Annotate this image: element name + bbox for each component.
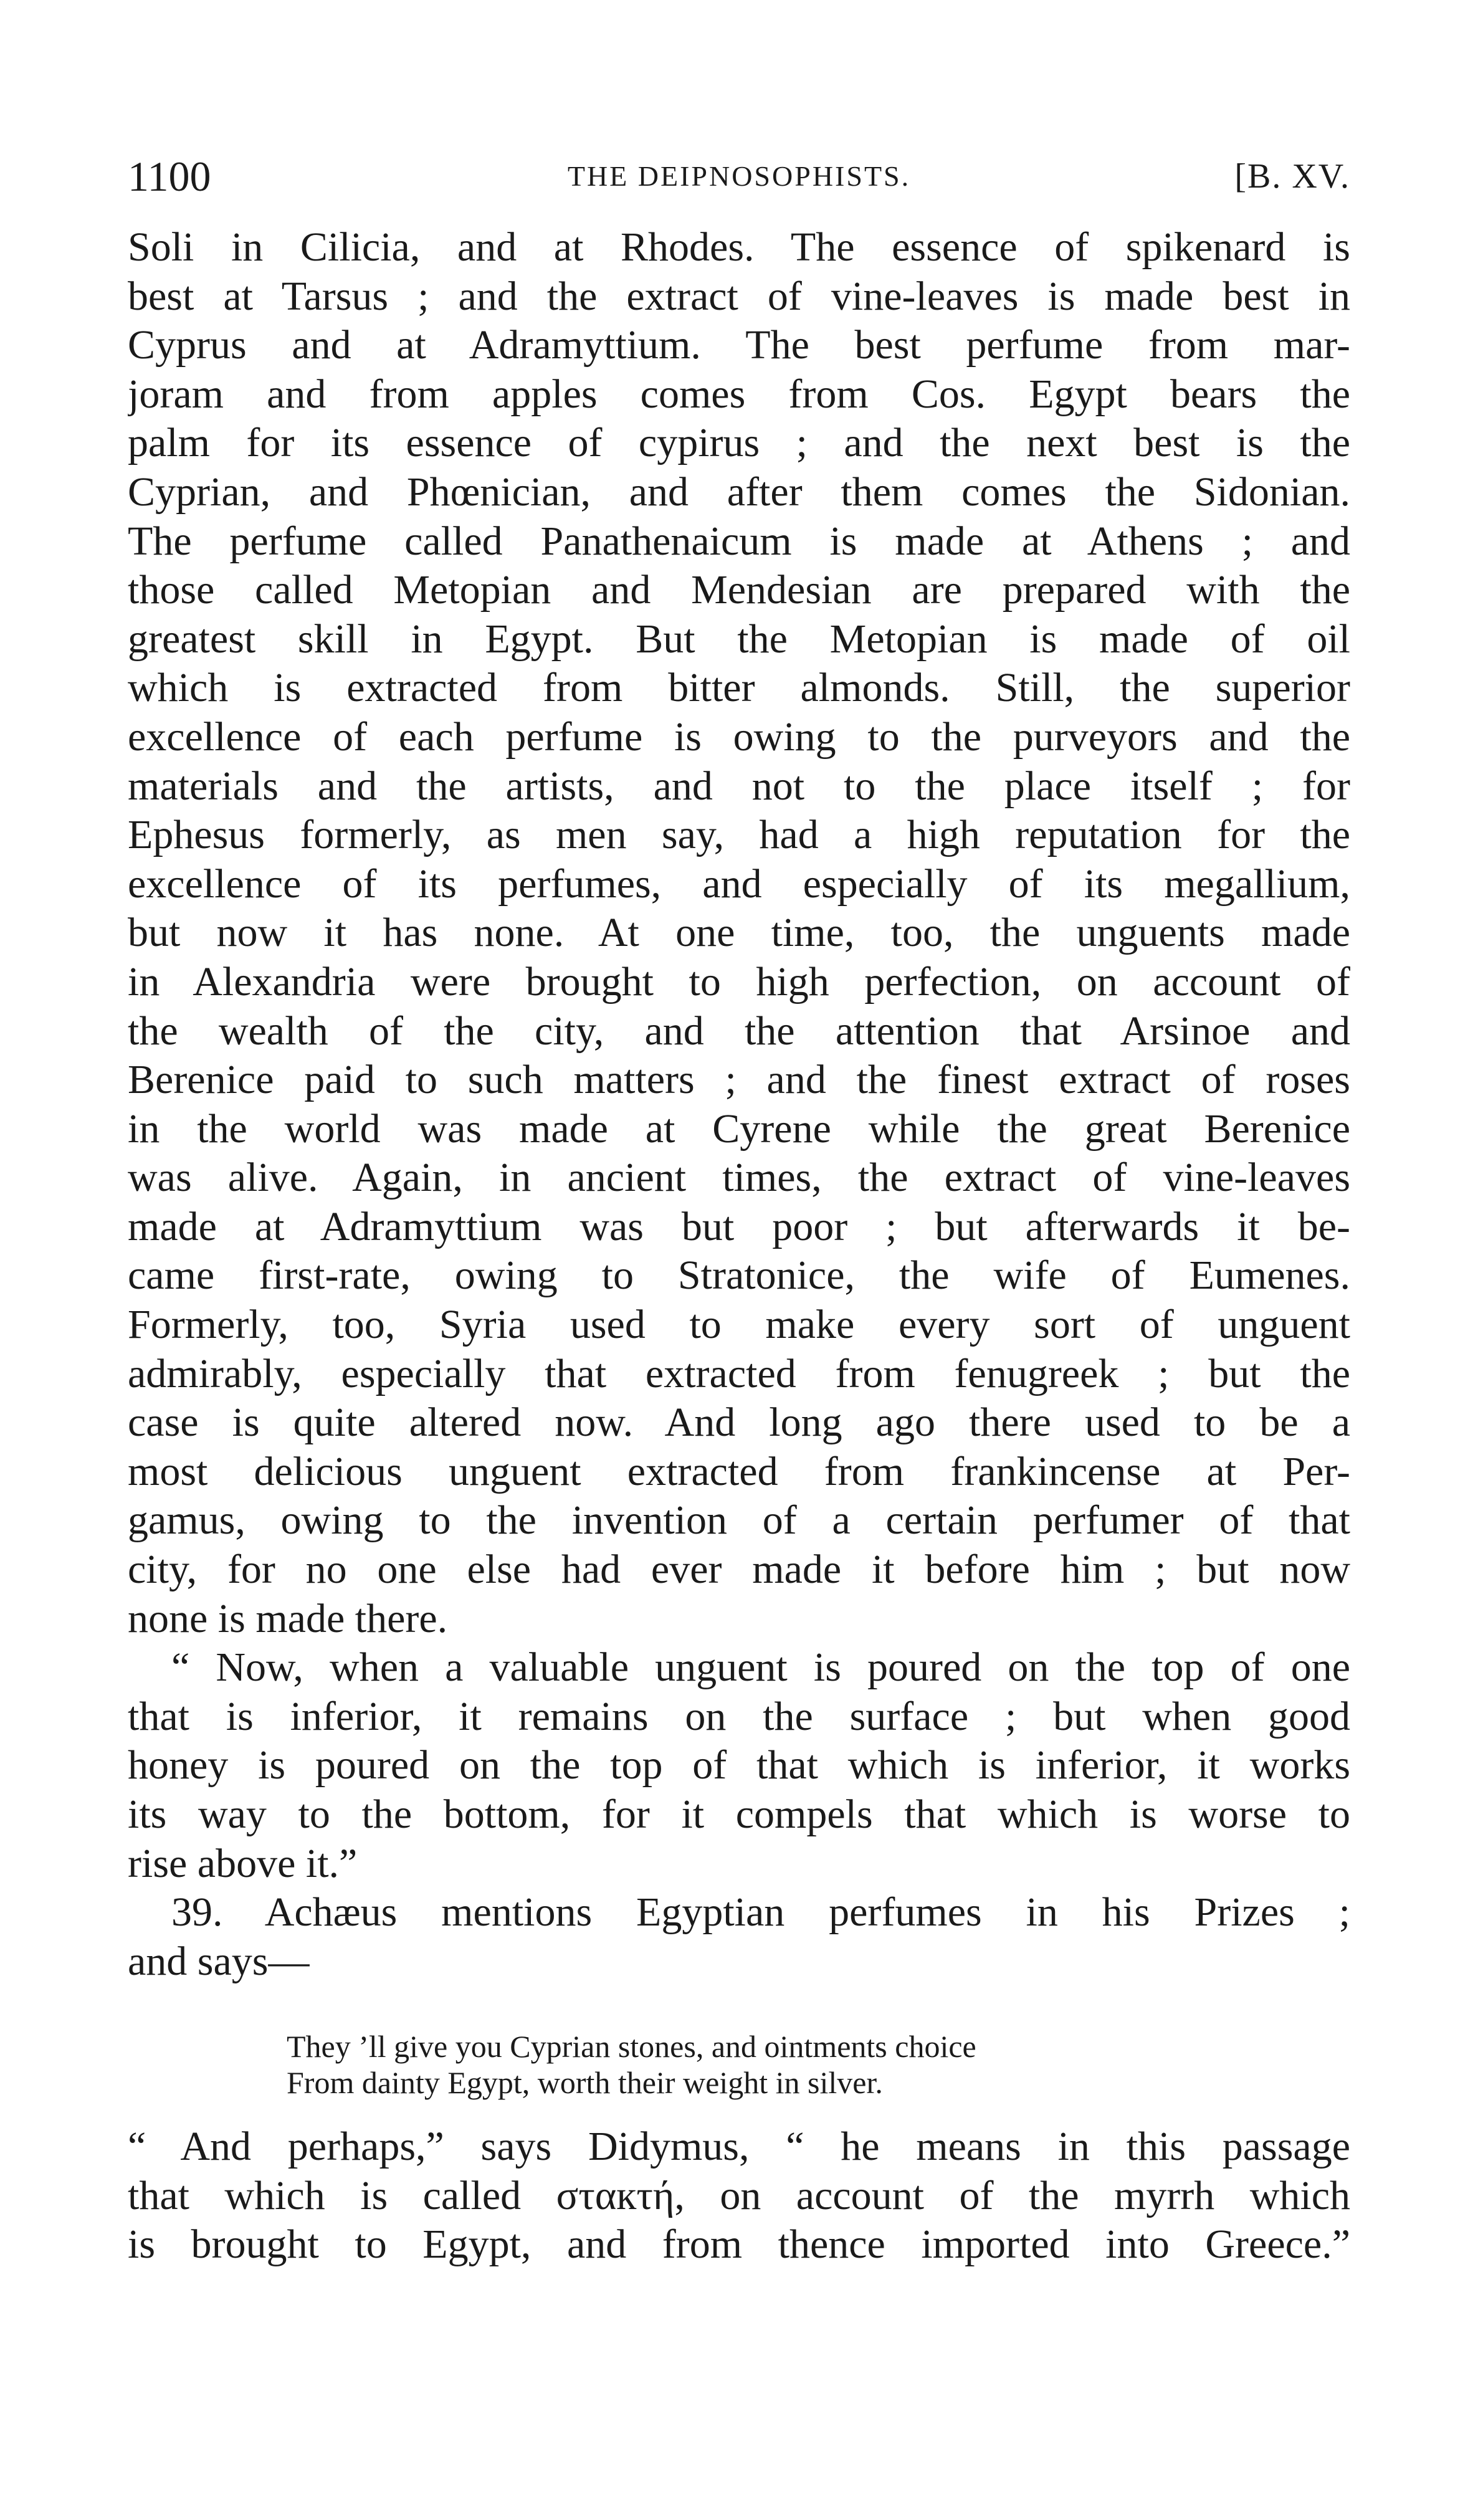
text-line: 39. Achæus mentions Egyptian perfumes in his Prizes ;: [171, 1889, 1350, 1935]
text-line: rise above it.”: [128, 1840, 358, 1886]
paragraph-2: [128, 1643, 1350, 1888]
text-line: excellence of its perfumes, and especially of its megallium,: [128, 861, 1350, 907]
text-line: Berenice paid to such matters ; and the finest extract of roses: [128, 1057, 1350, 1103]
text-line: “ And perhaps,” says Didymus, “ he means in this passage: [128, 2124, 1350, 2169]
verse-quotation: [287, 2028, 1221, 2101]
text-line: admirably, especially that extracted from fenugreek ; but the: [128, 1350, 1350, 1396]
text-line: case is quite altered now. And long ago there used to be a: [128, 1400, 1350, 1446]
text-line: palm for its essence of cypirus ; and the next best is the: [128, 420, 1350, 466]
text-line: materials and the artists, and not to the place itself ; for: [128, 763, 1350, 809]
text-line: in Alexandria were brought to high perfection, on account of: [128, 958, 1350, 1005]
text-line: Cyprus and at Adramyttium. The best perfume from mar-: [128, 322, 1350, 368]
paragraph-1: [128, 223, 1350, 1643]
text-line: joram and from apples comes from Cos. Egypt bears the: [128, 371, 1350, 417]
text-line: Soli in Cilicia, and at Rhodes. The essence of spikenard is: [128, 224, 1350, 270]
text-line: made at Adramyttium was but poor ; but afterwards it be-: [128, 1203, 1350, 1249]
book-page: [128, 0, 1350, 2520]
text-line: but now it has none. At one time, too, the unguents made: [128, 910, 1350, 956]
text-line: which is extracted from bitter almonds. Still, the superior: [128, 665, 1350, 711]
page-number: 1100: [128, 153, 211, 200]
text-line: The perfume called Panathenaicum is made at Athens ; and: [128, 518, 1350, 564]
text-line: that is inferior, it remains on the surface ; but when good: [128, 1693, 1350, 1739]
text-line: Formerly, too, Syria used to make every sort of unguent: [128, 1302, 1350, 1348]
text-line: best at Tarsus ; and the extract of vine-leaves is made best in: [128, 273, 1350, 319]
text-line: the wealth of the city, and the attention that Arsinoe and: [128, 1008, 1350, 1054]
text-line: Ephesus formerly, as men say, had a high reputation for the: [128, 812, 1350, 858]
text-line: honey is poured on the top of that which is inferior, it works: [128, 1742, 1350, 1788]
text-line: none is made there.: [128, 1595, 448, 1641]
text-line: “ Now, when a valuable unguent is poured on the top of one: [171, 1644, 1350, 1691]
text-line: city, for no one else had ever made it before him ; but now: [128, 1547, 1350, 1593]
verse-line: From dainty Egypt, worth their weight in silver.: [287, 2065, 883, 2100]
paragraph-4: [128, 2122, 1350, 2269]
text-line: that which is called σταкτή, on account of the myrrh which: [128, 2172, 1350, 2218]
book-reference: [B. XV.: [1234, 157, 1350, 196]
text-line: its way to the bottom, for it compels that which is worse to: [128, 1792, 1350, 1837]
page-header: [128, 148, 1350, 204]
text-line: and says—: [128, 1938, 310, 1984]
paragraph-3: [128, 1888, 1350, 1986]
text-line: gamus, owing to the invention of a certain perfumer of that: [128, 1497, 1350, 1544]
main-text: [128, 223, 1350, 1986]
text-line: came first-rate, owing to Stratonice, the wife of Eumenes.: [128, 1253, 1350, 1299]
text-line: most delicious unguent extracted from frankincense at Per-: [128, 1448, 1350, 1494]
text-line: Cyprian, and Phœnician, and after them comes the Sidonian.: [128, 469, 1350, 515]
running-title: THE DEIPNOSOPHISTS.: [567, 160, 911, 192]
verse-line: They ’ll give you Cyprian stones, and ointments choice: [287, 2029, 976, 2064]
text-line: in the world was made at Cyrene while the great Berenice: [128, 1105, 1350, 1152]
text-line: those called Metopian and Mendesian are prepared with the: [128, 567, 1350, 613]
text-line: was alive. Again, in ancient times, the extract of vine-leaves: [128, 1155, 1350, 1201]
text-line: greatest skill in Egypt. But the Metopian is made of oil: [128, 616, 1350, 662]
text-line: is brought to Egypt, and from thence imported into Greece.”: [128, 2222, 1350, 2268]
text-line: excellence of each perfume is owing to the purveyors and the: [128, 714, 1350, 760]
